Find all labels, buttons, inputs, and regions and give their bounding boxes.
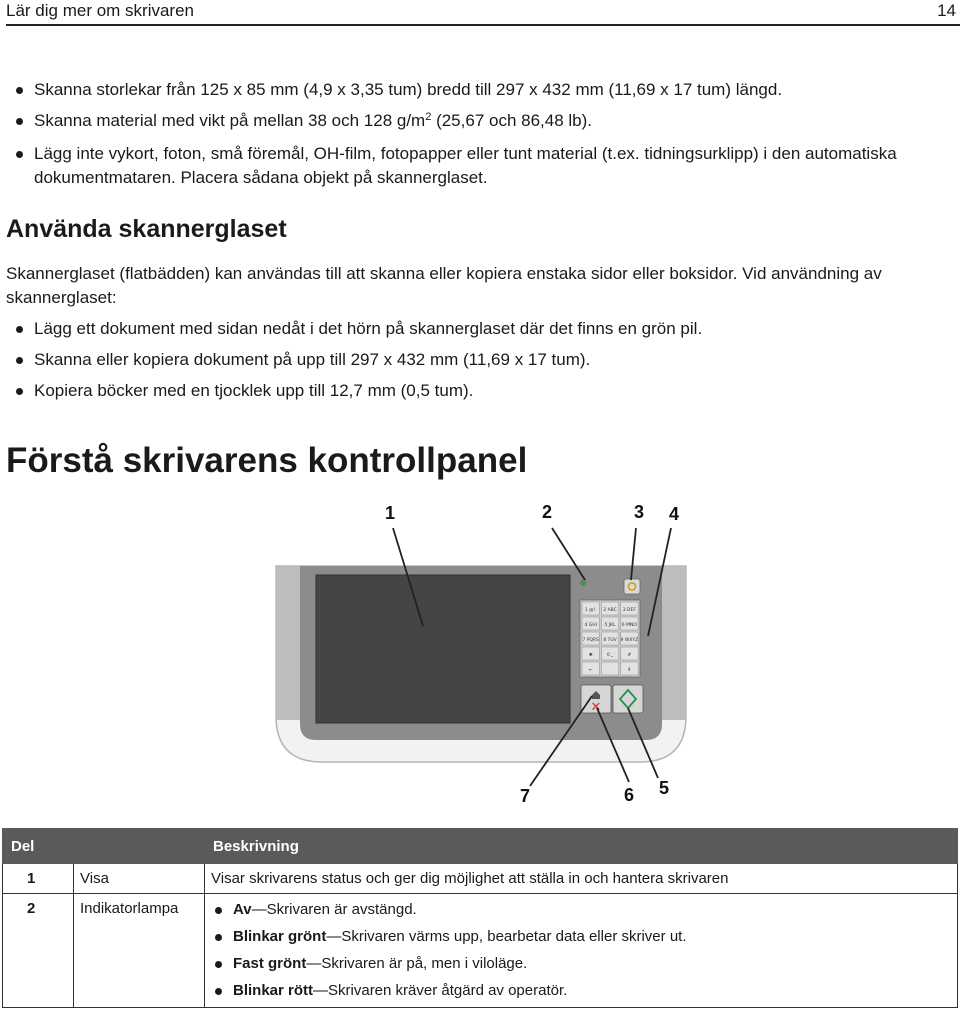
page-number: 14: [937, 1, 956, 20]
display-screen: [316, 575, 570, 723]
list-item: Blinkar rött—Skrivaren kräver åtgärd av operatör.: [211, 981, 951, 1001]
keypad-key-label: 6 MNO: [621, 623, 637, 628]
description-list: [211, 900, 951, 1001]
keypad-key-label: 1 @!.: [584, 608, 597, 613]
keypad-key-label: #: [627, 653, 632, 658]
panel-right-strip: [662, 566, 686, 720]
keypad: [580, 600, 640, 677]
list-item: Blinkar grönt—Skrivaren värms upp, bearbetar data eller skriver ut.: [211, 927, 951, 947]
column-header-beskrivning: Beskrivning: [205, 829, 958, 864]
part-name: Indikatorlampa: [74, 894, 205, 1008]
indicator-light: [580, 580, 586, 586]
keypad-key-label: Ⅱ: [628, 668, 631, 673]
keypad-key-label: 4 GHI: [584, 623, 597, 628]
list-item-text: Skanna material med vikt på mellan 38 och 128 g/m: [34, 111, 426, 130]
keypad-key-label: 9 WXYZ: [620, 638, 639, 643]
keypad-key-label: 7 PQRS: [582, 638, 600, 643]
list-item: Skanna storlekar från 125 x 85 mm (4,9 x 3,35 tum) bredd till 297 x 432 mm (11,69 x 17 tum) längd.: [6, 78, 950, 102]
list-item: Lägg inte vykort, foton, små föremål, OH-film, fotopapper eller tunt material (t.ex. tidningsurklipp) i den automatiska dokumentmataren. Placera sådana objekt på skannerglaset.: [6, 142, 950, 190]
callout-1: 1: [385, 503, 396, 523]
list-item: Skanna eller kopiera dokument på upp till 297 x 432 mm (11,69 x 17 tum).: [6, 348, 950, 372]
list-item: Fast grönt—Skrivaren är på, men i viloläge.: [211, 954, 951, 974]
callout-2: 2: [542, 502, 553, 522]
part-number: 2: [3, 894, 74, 1008]
section-body: [6, 262, 950, 410]
keypad-key-label: 0 ⎵: [607, 653, 614, 658]
panel-left-strip: [276, 566, 300, 720]
keypad-key-label: 2 ABC: [603, 608, 617, 613]
top-bullet-list: [6, 78, 950, 197]
page-header: [6, 0, 960, 26]
keypad-key-label: 5 JKL: [604, 623, 616, 628]
part-number: 1: [3, 864, 74, 894]
keypad-key: [601, 662, 619, 675]
table-header-row: [3, 829, 958, 864]
list-item-text: (25,67 och 86,48 lb).: [431, 111, 593, 130]
keypad-key-label: ←: [588, 668, 593, 673]
list-item: Av—Skrivaren är avstängd.: [211, 900, 951, 920]
callout-4: 4: [669, 504, 680, 524]
superscript: 2: [425, 111, 432, 123]
control-panel-figure: [0, 490, 960, 820]
section-heading: Använda skannerglaset: [6, 215, 287, 243]
header-title: Lär dig mer om skrivaren: [6, 1, 195, 20]
table-row: [3, 894, 958, 1008]
callout-7: 7: [520, 786, 531, 806]
section-bullet-list: [6, 317, 950, 403]
column-header-del: Del: [3, 829, 205, 864]
callout-5: 5: [659, 778, 670, 798]
callout-6: 6: [624, 785, 635, 805]
callout-3: 3: [634, 502, 645, 522]
keypad-key-label: 3 DEF: [622, 608, 636, 613]
parts-table: [2, 828, 958, 1008]
list-item: Kopiera böcker med en tjocklek upp till 12,7 mm (0,5 tum).: [6, 379, 950, 403]
stop-icon: ✕: [590, 700, 602, 715]
part-description: Visar skrivarens status och ger dig möjlighet att ställa in och hantera skrivaren: [205, 864, 958, 894]
section-intro: Skannerglaset (flatbädden) kan användas till att skanna eller kopiera enstaka sidor eller boksidor. Vid användning av skannerglaset:: [6, 264, 882, 307]
part-name: Visa: [74, 864, 205, 894]
page-heading: Förstå skrivarens kontrollpanel: [6, 441, 528, 480]
part-description: [205, 894, 958, 1008]
keypad-key-label: ✱: [588, 653, 593, 658]
list-item: [6, 109, 950, 135]
sleep-button: [624, 579, 640, 594]
keypad-key-label: 8 TUV: [603, 638, 617, 643]
list-item: Lägg ett dokument med sidan nedåt i det hörn på skannerglaset där det finns en grön pil.: [6, 317, 950, 341]
table-row: [3, 864, 958, 894]
